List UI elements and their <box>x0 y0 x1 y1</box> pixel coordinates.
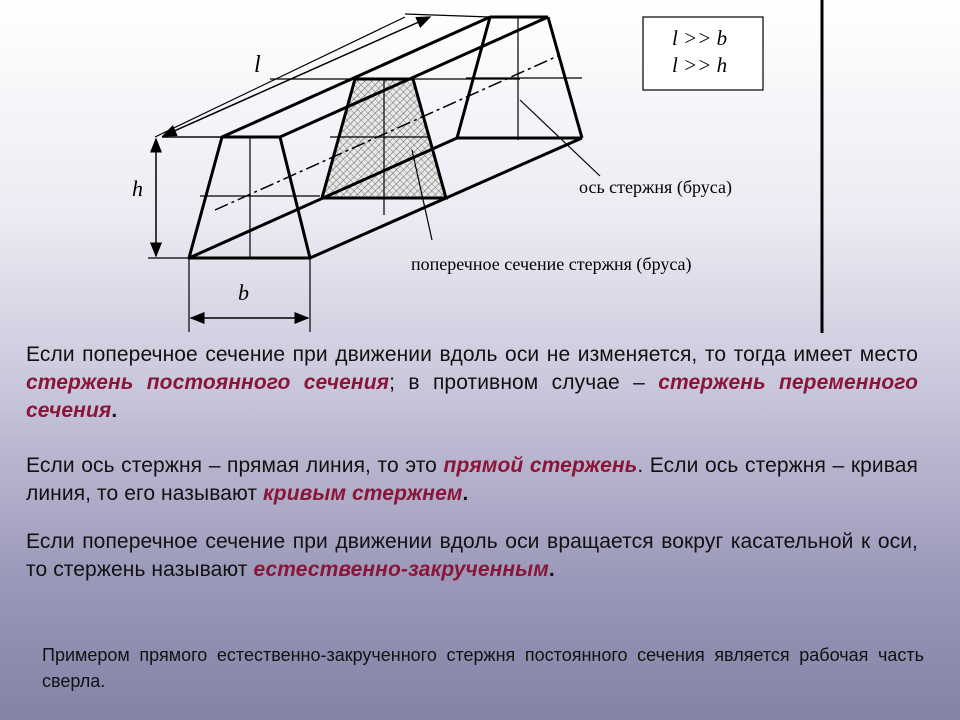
section-caption: поперечное сечение стержня (бруса) <box>411 254 692 274</box>
condition-line-2: l >> h <box>672 53 728 77</box>
condition-line-1: l >> b <box>672 26 728 50</box>
p3-text-a: Если поперечное сечение при движении вдоль оси вращается вокруг касательной к оси, то стержень называют <box>26 530 918 581</box>
p2-text-e: . <box>462 482 469 505</box>
p2-text-c: . Если ось стержня – кривая линия, то его называют <box>26 454 919 505</box>
p1-text-e: . <box>111 399 118 422</box>
paragraph-constant-section <box>26 341 918 425</box>
height-label: h <box>132 176 143 201</box>
paragraph-example: Примером прямого естественно-закрученного стержня постоянного сечения является рабочая часть сверла. <box>42 645 924 691</box>
p3-text-c: . <box>548 558 555 581</box>
term-variable-section: стержень переменного сечения <box>26 371 918 422</box>
term-straight-rod: прямой стержень <box>443 454 638 477</box>
term-curved-rod: кривым стержнем <box>263 482 463 505</box>
paragraph-twisted <box>26 528 918 584</box>
length-label: l <box>254 52 261 78</box>
paragraph-straight-curved <box>26 452 918 508</box>
p1-text-a: Если поперечное сечение при движении вдоль оси не изменяется, то тогда имеет место <box>26 343 918 366</box>
beam-diagram <box>0 0 960 340</box>
p1-text-c: ; в противном случае – <box>389 371 659 394</box>
axis-caption: ось стержня (бруса) <box>579 177 732 197</box>
width-label: b <box>238 280 249 305</box>
p2-text-a: Если ось стержня – прямая линия, то это <box>26 454 444 477</box>
term-constant-section: стержень постоянного сечения <box>26 371 390 394</box>
term-naturally-twisted: естественно-закрученным <box>253 558 549 581</box>
